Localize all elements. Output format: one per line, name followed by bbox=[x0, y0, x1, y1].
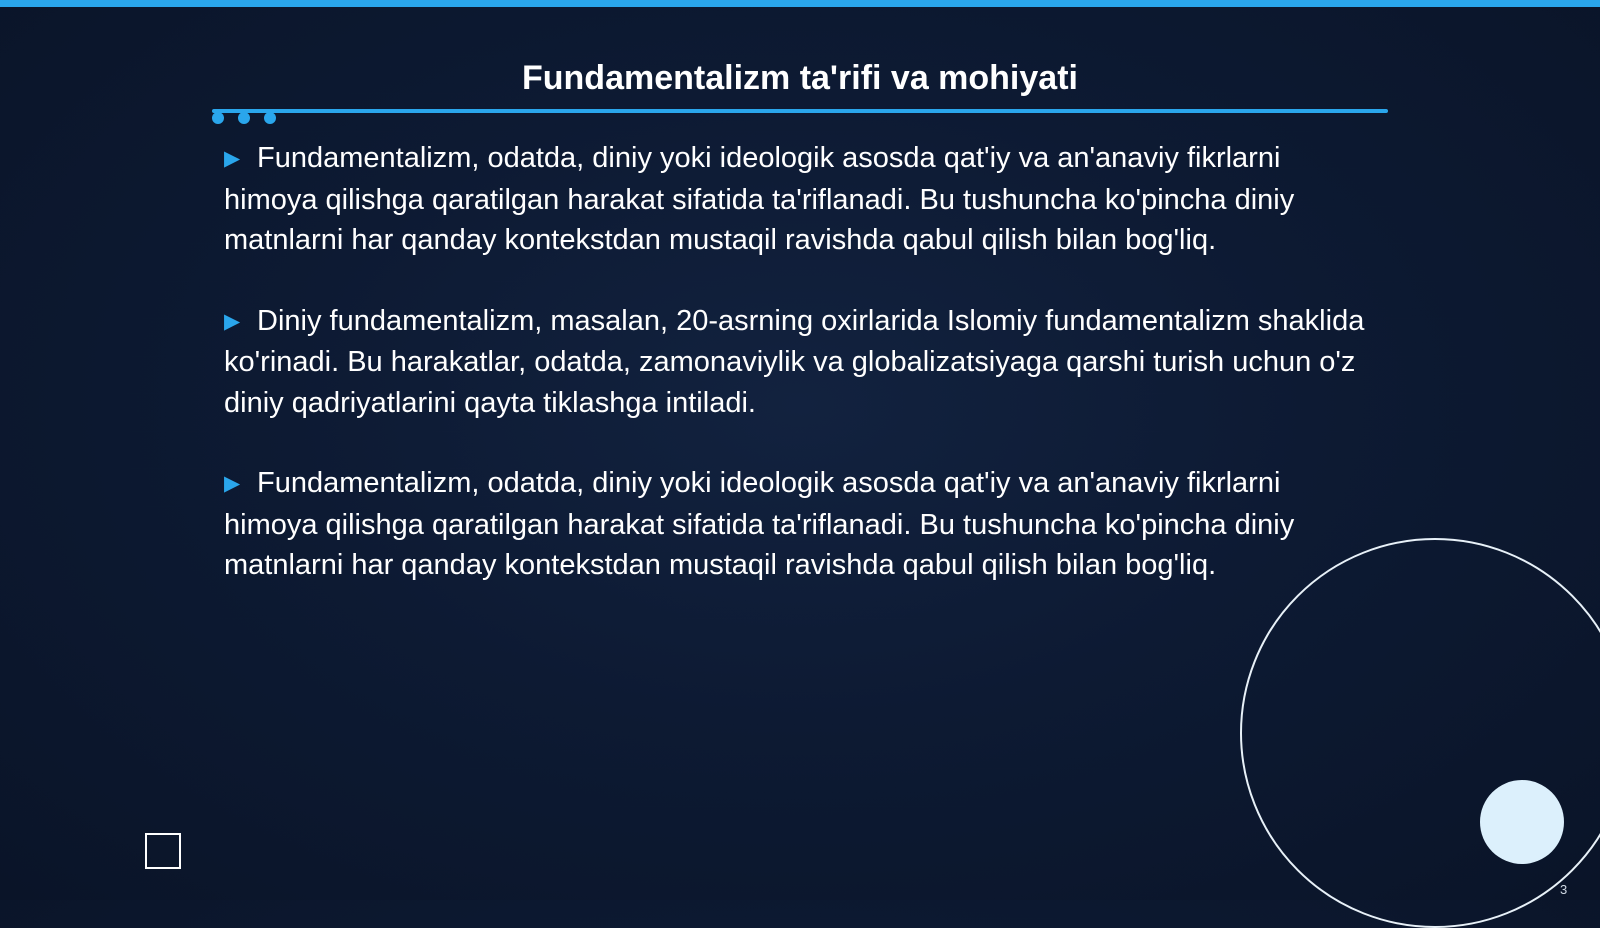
decorative-dot bbox=[264, 112, 276, 124]
bullet-arrow-icon: ▶ bbox=[224, 147, 241, 170]
page-number: 3 bbox=[1560, 882, 1568, 897]
bullet-paragraph bbox=[224, 138, 1374, 261]
top-accent-bar bbox=[0, 0, 1600, 7]
paragraph-text: Fundamentalizm, odatda, diniy yoki ideologik asosda qat'iy va an'anaviy fikrlarni himoya qilishga qaratilgan harakat sifatida ta'riflanadi. Bu tushuncha ko'pincha diniy matnlarni har qanday kontekstdan mustaqil ravishda qabul qilish bilan bog'liq. bbox=[224, 142, 1295, 256]
bullet-arrow-icon: ▶ bbox=[224, 309, 241, 333]
title-underline bbox=[212, 109, 1388, 113]
bullet-paragraph bbox=[224, 301, 1374, 424]
decorative-square bbox=[145, 833, 181, 869]
decorative-dot bbox=[212, 112, 224, 124]
bullet-arrow-icon: ▶ bbox=[224, 472, 241, 495]
slide-content bbox=[224, 138, 1374, 626]
decorative-circle-outline bbox=[1240, 538, 1600, 928]
paragraph-text: Diniy fundamentalizm, masalan, 20-asrning oxirlarida Islomiy fundamentalizm shaklida ko'rinadi. Bu harakatlar, odatda, zamonaviylik va globalizatsiyaga qarshi turish uchun o'z diniy qadriyatlarini qayta tiklashga intiladi. bbox=[224, 304, 1365, 419]
decorative-circle-filled bbox=[1480, 780, 1564, 864]
slide-title: Fundamentalizm ta'rifi va mohiyati bbox=[522, 59, 1078, 97]
decorative-dot bbox=[238, 112, 250, 124]
paragraph-text: Fundamentalizm, odatda, diniy yoki ideologik asosda qat'iy va an'anaviy fikrlarni himoya qilishga qaratilgan harakat sifatida ta'riflanadi. Bu tushuncha ko'pincha diniy matnlarni har qanday kontekstdan mustaqil ravishda qabul qilish bilan bog'liq. bbox=[224, 467, 1295, 581]
bullet-paragraph bbox=[224, 463, 1374, 586]
